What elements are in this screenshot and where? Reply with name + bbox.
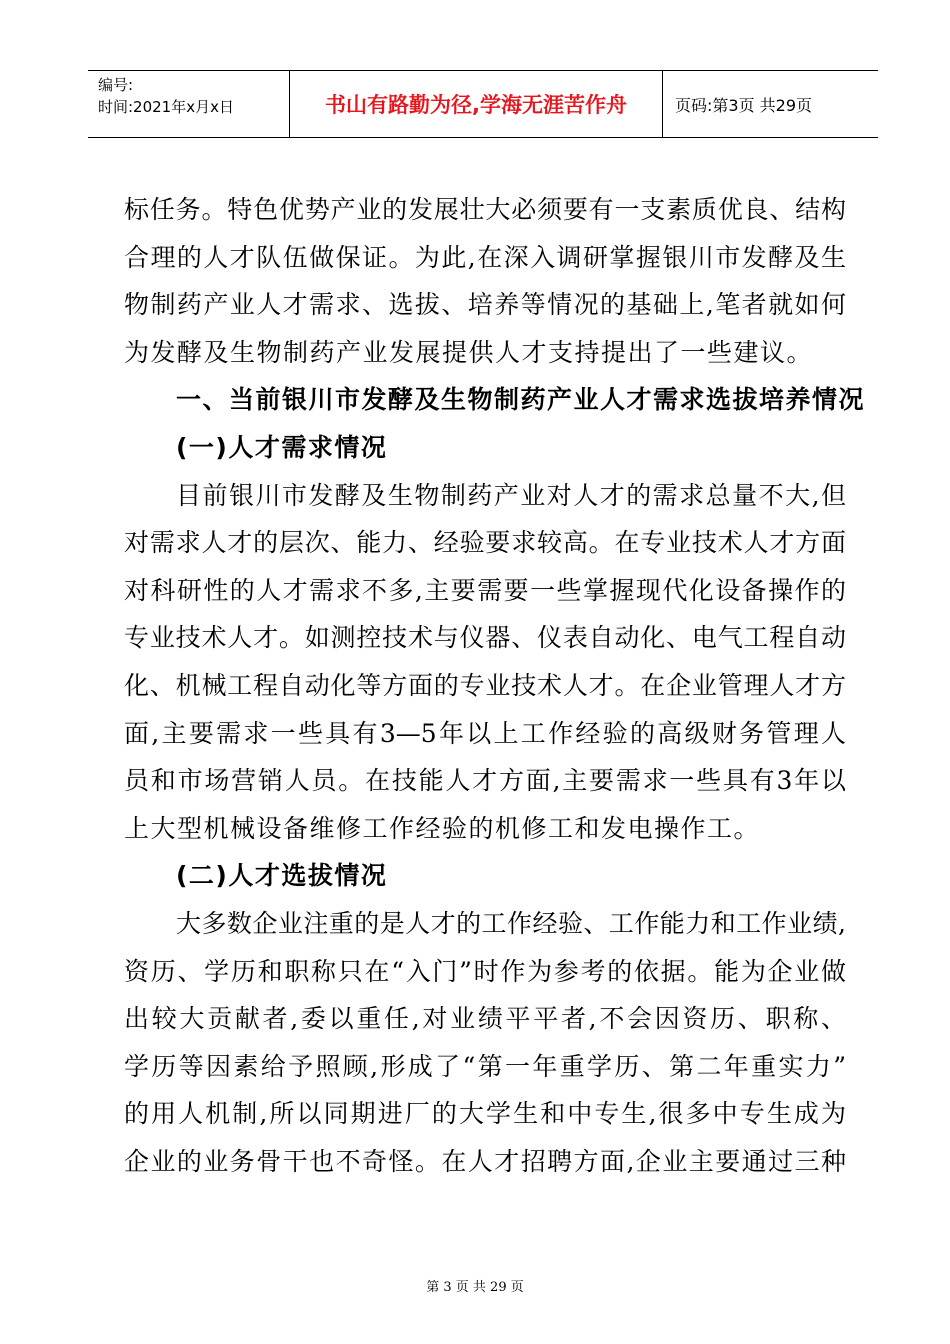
body-line: 合理的人才队伍做保证。为此,在深入调研掌握银川市发酵及生	[124, 242, 846, 272]
header-meta-cell	[88, 71, 290, 137]
body-line: 大多数企业注重的是人才的工作经验、工作能力和工作业绩,	[176, 908, 846, 938]
body-line: 标任务。特色优势产业的发展壮大必须要有一支素质优良、结构	[124, 195, 846, 224]
body-line: 出较大贡献者,委以重任,对业绩平平者,不会因资历、职称、	[124, 1004, 846, 1034]
body-line: 对需求人才的层次、能力、经验要求较高。在专业技术人才方面	[124, 528, 846, 558]
body-line: 目前银川市发酵及生物制药产业对人才的需求总量不大,但	[176, 480, 846, 510]
body-line: 的用人机制,所以同期进厂的大学生和中专生,很多中专生成为	[124, 1099, 846, 1129]
body-line: 员和市场营销人员。在技能人才方面,主要需求一些具有3年以	[124, 766, 846, 796]
body-line: 企业的业务骨干也不奇怪。在人才招聘方面,企业主要通过三种	[124, 1146, 846, 1176]
body-line: 上大型机械设备维修工作经验的机修工和发电操作工。	[124, 813, 761, 843]
number-label: 编号:	[98, 76, 134, 94]
body-line: 面,主要需求一些具有3—5年以上工作经验的高级财务管理人	[124, 718, 846, 748]
body-line: 物制药产业人才需求、选拔、培养等情况的基础上,笔者就如何	[124, 290, 846, 320]
header-motto-cell	[290, 71, 663, 137]
subsection-heading: (一)人才需求情况	[176, 432, 388, 462]
motto-text: 书山有路勤为径,学海无涯苦作舟	[325, 93, 627, 117]
subsection-heading: (二)人才选拔情况	[176, 861, 388, 891]
body-line: 专业技术人才。如测控技术与仪器、仪表自动化、电气工程自动	[124, 623, 846, 653]
body-line: 化、机械工程自动化等方面的专业技术人才。在企业管理人才方	[124, 670, 846, 700]
body-line: 为发酵及生物制药产业发展提供人才支持提出了一些建议。	[124, 337, 814, 367]
page-header	[88, 70, 878, 138]
body-line: 学历等因素给予照顾,形成了“第一年重学历、第二年重实力”	[124, 1051, 846, 1081]
footer-page-number: 第 3 页 共 29 页	[426, 1280, 524, 1295]
time-label: 时间:2021年x月x日	[98, 98, 234, 116]
page-footer	[0, 1276, 950, 1295]
page-number-label: 页码:第3页 共29页	[675, 95, 813, 115]
section-heading: 一、当前银川市发酵及生物制药产业人才需求选拔培养情况	[176, 385, 866, 415]
header-page-cell	[663, 71, 878, 137]
document-body	[124, 186, 866, 1185]
body-line: 资历、学历和职称只在“入门”时作为参考的依据。能为企业做	[124, 956, 846, 986]
body-line: 对科研性的人才需求不多,主要需要一些掌握现代化设备操作的	[124, 575, 846, 605]
